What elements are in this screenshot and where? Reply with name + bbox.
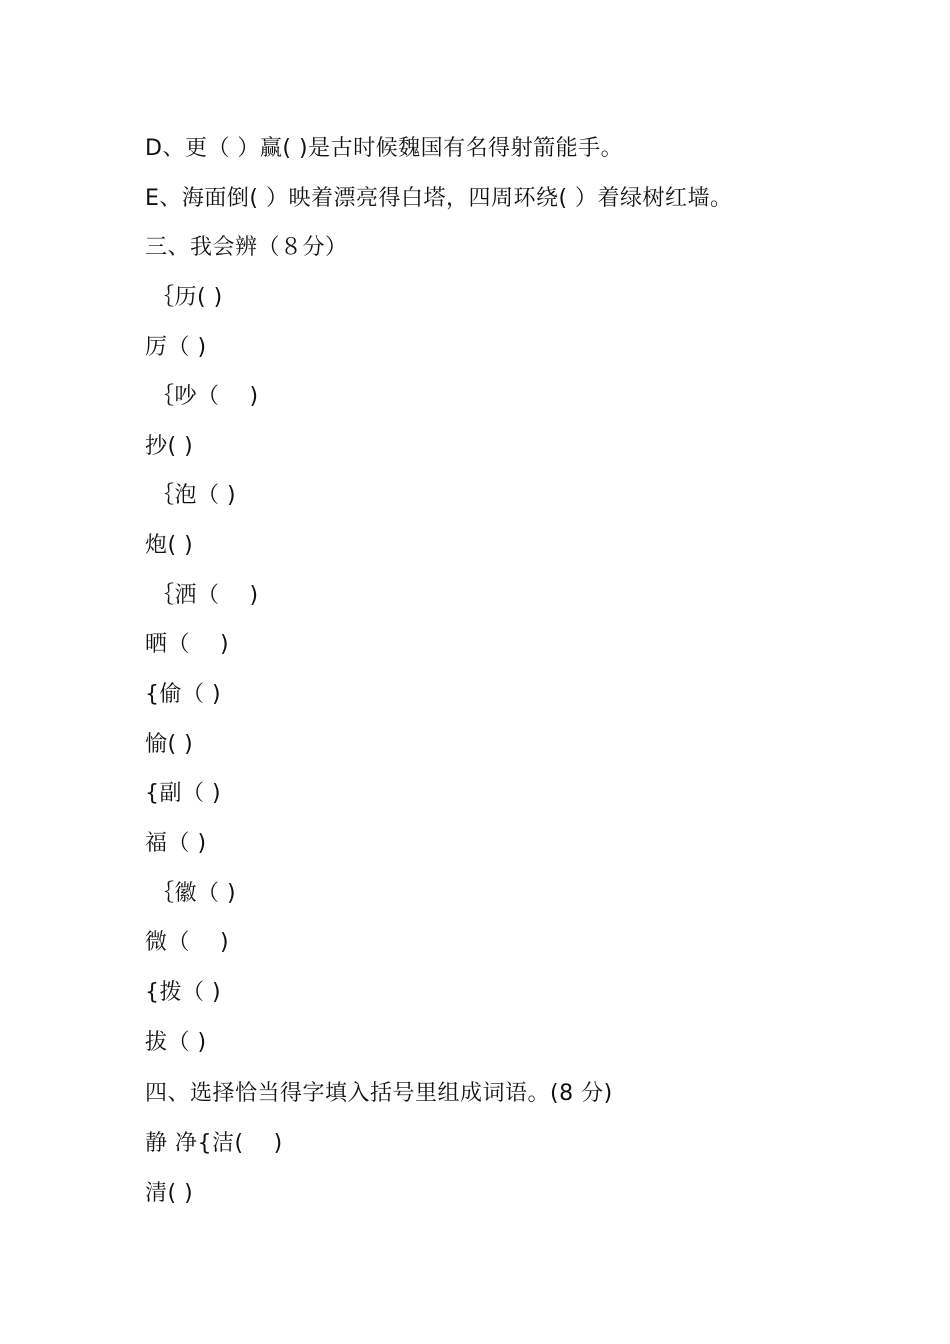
pair-7-first: ｛徽（ ) <box>152 881 237 906</box>
pair-8-second: 拔（ ) <box>145 1030 207 1055</box>
pair-6-first: {副（ ) <box>145 781 222 806</box>
pair-6-second: 福（ ) <box>145 831 207 856</box>
word-choice-first: 静 净{洁( ) <box>145 1131 283 1156</box>
question-d-line: D、更（ ）赢( )是古时候魏国有名得射箭能手。 <box>145 136 624 161</box>
pair-5-second: 愉( ) <box>145 732 194 757</box>
pair-8-first: {拨（ ) <box>145 980 222 1005</box>
word-choice-second: 清( ) <box>145 1181 194 1206</box>
question-e-line: E、海面倒( ）映着漂亮得白塔，四周环绕( ）着绿树红墙。 <box>145 186 733 211</box>
section-three-heading: 三、我会辨（８分） <box>145 235 348 260</box>
pair-3-second: 炮( ) <box>145 533 194 558</box>
pair-1-first: ｛历( ) <box>152 285 223 310</box>
pair-3-first: ｛泡（ ) <box>152 483 237 508</box>
pair-1-second: 厉（ ) <box>145 335 207 360</box>
pair-2-first: ｛吵（ ) <box>152 384 259 409</box>
pair-4-second: 晒（ ) <box>145 632 230 657</box>
pair-5-first: {偷（ ) <box>145 682 222 707</box>
pair-7-second: 微（ ) <box>145 930 230 955</box>
pair-4-first: ｛洒（ ) <box>152 583 259 608</box>
pair-2-second: 抄( ) <box>145 434 194 459</box>
section-four-heading: 四、选择恰当得字填入括号里组成词语。(8 分) <box>145 1081 613 1106</box>
